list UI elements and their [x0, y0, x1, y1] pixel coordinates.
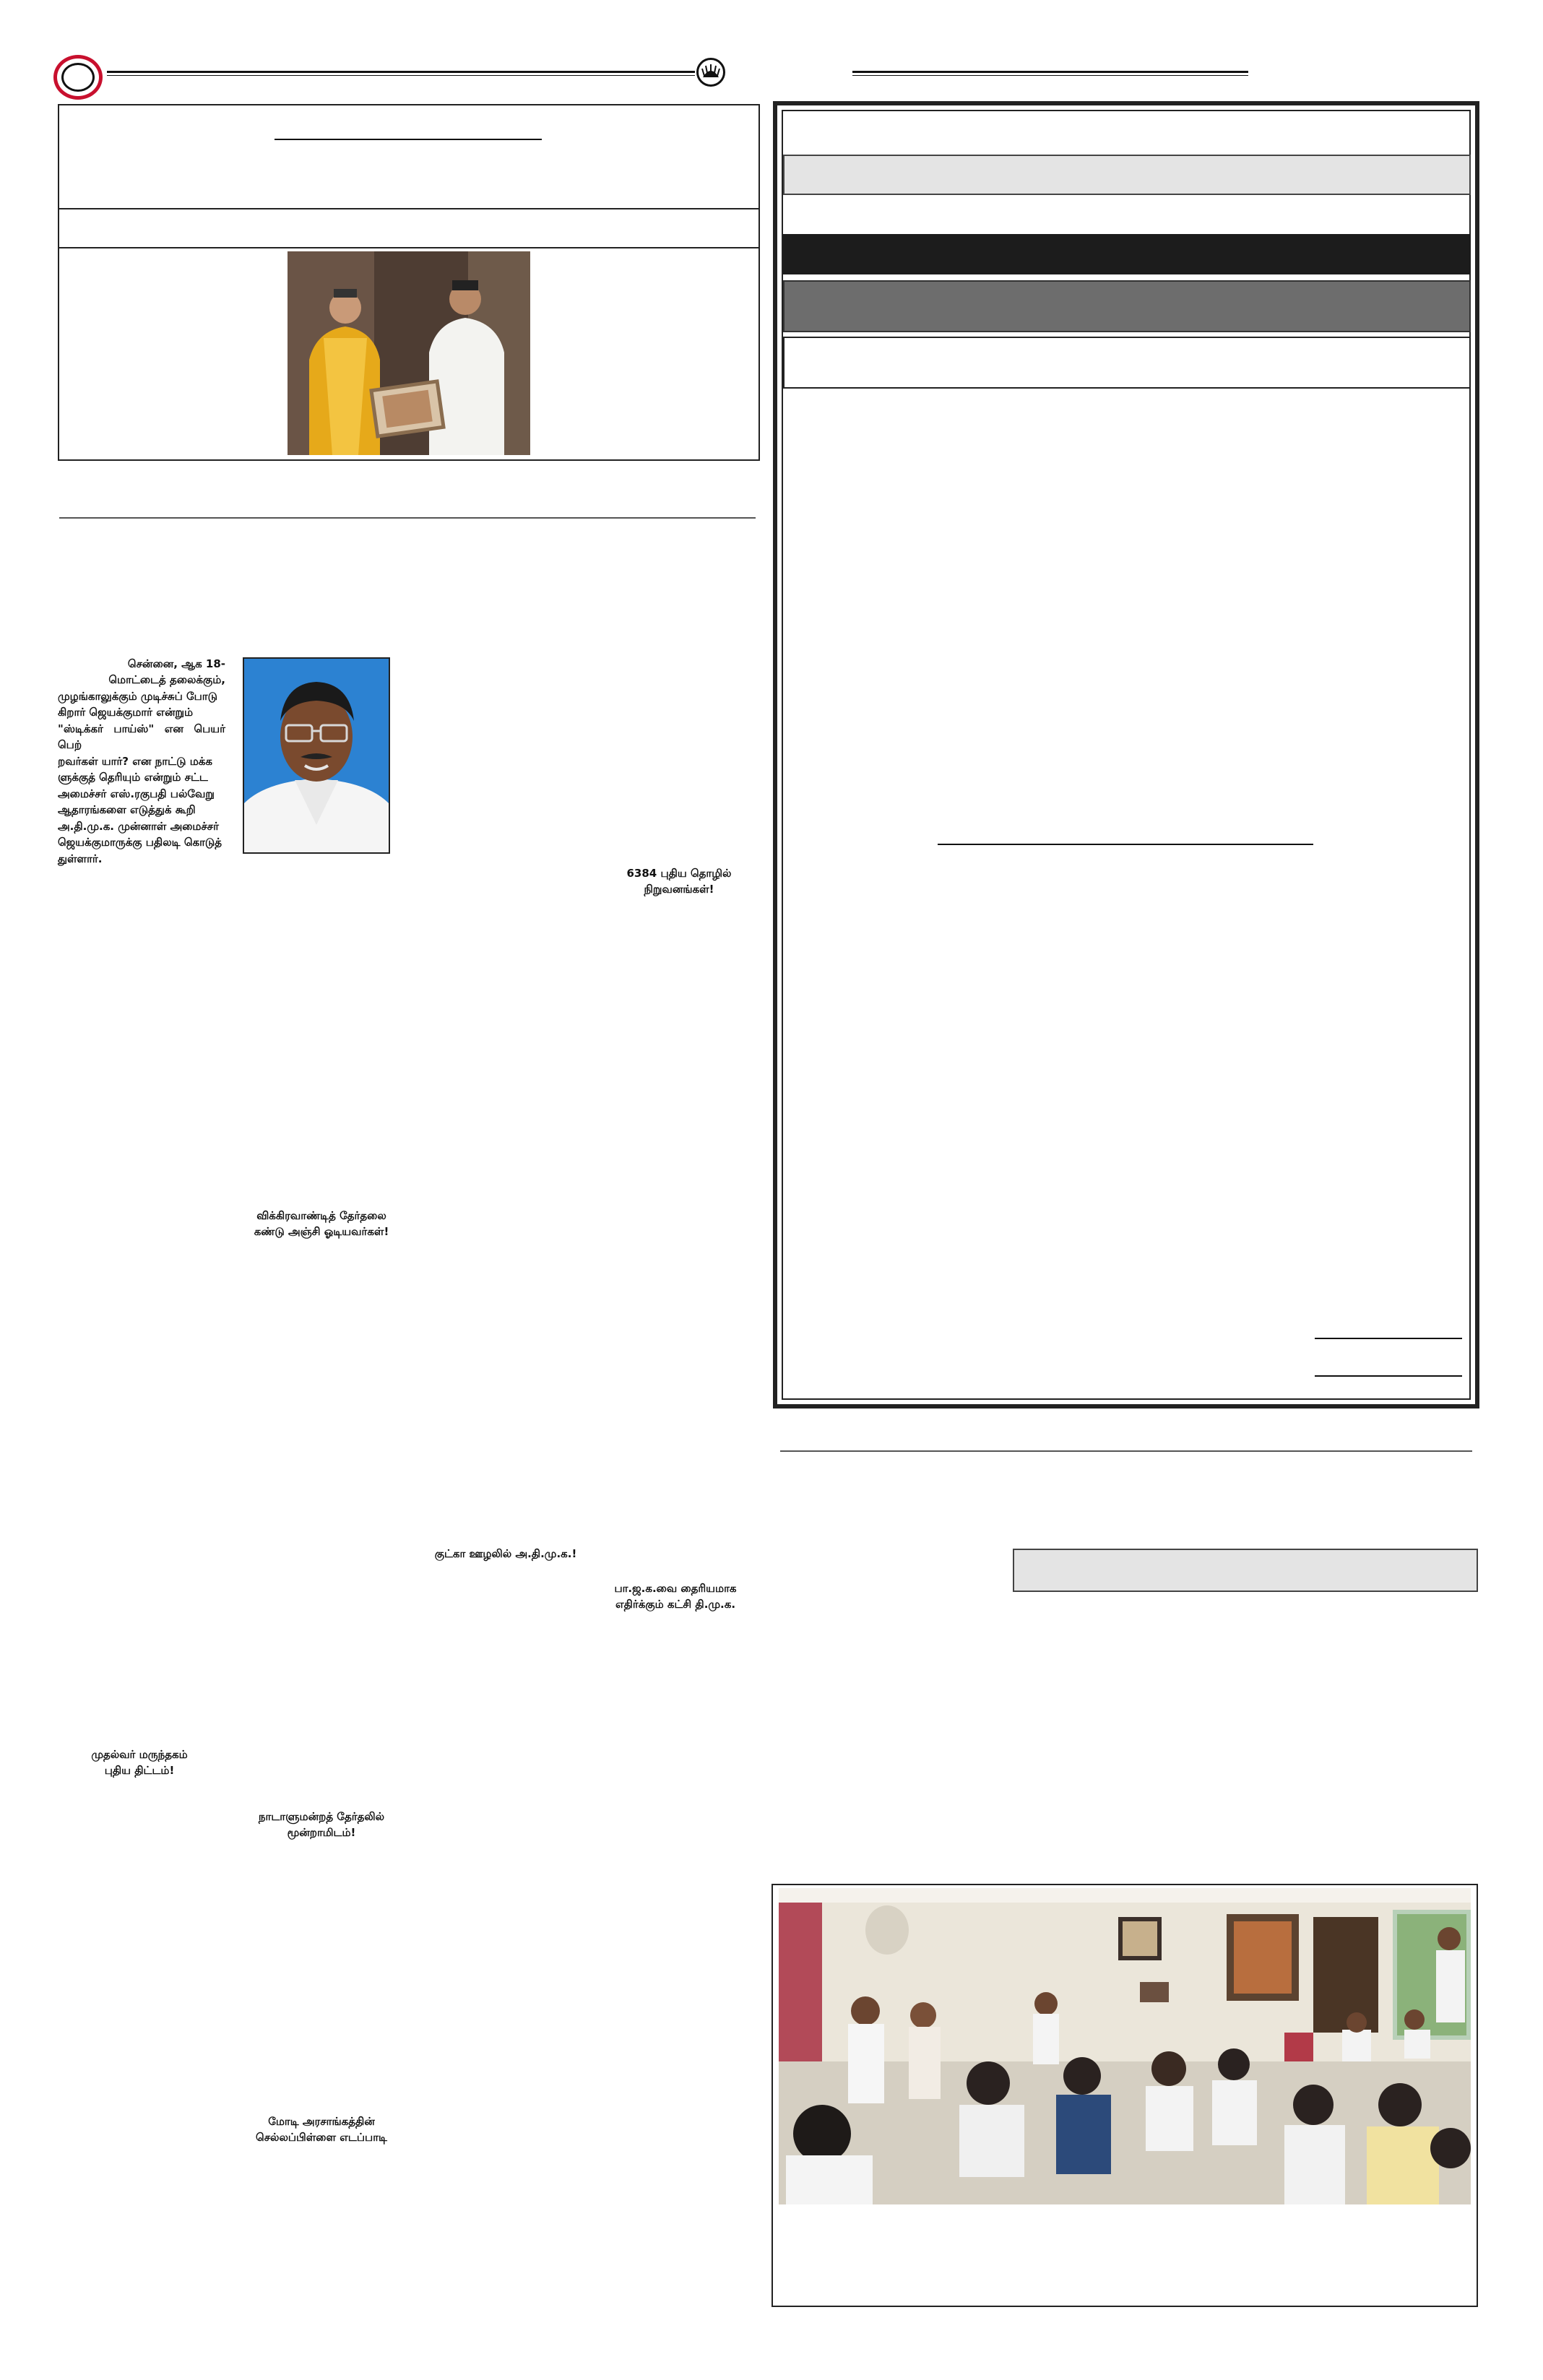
section-rule-left — [59, 517, 756, 519]
right-panel-signoff-rule-1 — [1315, 1338, 1462, 1339]
subhead-new-companies — [592, 865, 766, 897]
subhead-modi-govt — [231, 2113, 412, 2145]
top-story-divider-2 — [59, 247, 758, 248]
top-story-photo — [288, 251, 530, 455]
subhead-line: நிறுவனங்கள்! — [644, 883, 714, 896]
section-rule-right — [780, 1450, 1472, 1452]
subhead-bjp-dmk — [585, 1580, 766, 1612]
article-dateline — [58, 656, 225, 672]
article-line: "ஸ்டிக்கர் பாய்ஸ்" என பெயர் பெற் — [58, 722, 225, 751]
rising-sun-emblem-icon — [696, 58, 725, 87]
right-panel-bar-gray — [783, 155, 1471, 195]
subhead-gutka — [405, 1546, 607, 1562]
right-panel-bar-outline — [783, 337, 1471, 389]
article-line: ளுக்குத் தெரியும் என்றும் சட்ட — [58, 771, 208, 784]
meeting-photo — [779, 1888, 1471, 2204]
article-line: ஆதாரங்களை எடுத்துக் கூறி — [58, 803, 196, 816]
subhead-line: செல்லப்பிள்ளை எடப்பாடி — [256, 2131, 387, 2144]
subhead-line: விக்கிரவாண்டித் தேர்தலை — [256, 1209, 386, 1222]
subhead-line: கண்டு அஞ்சி ஓடியவர்கள்! — [254, 1225, 389, 1238]
right-panel-center-rule — [938, 844, 1313, 845]
subhead-line: குட்கா ஊழலில் அ.தி.மு.க.! — [434, 1547, 577, 1560]
subhead-vikravandi — [231, 1208, 412, 1239]
right-panel-signoff-rule-2 — [1315, 1375, 1462, 1377]
article-line: முழங்காலுக்கும் முடிச்சுப் போடு — [58, 689, 217, 703]
right-panel-bar-darkgray — [783, 280, 1471, 332]
article-dateline-text: சென்னை, ஆக 18- — [127, 657, 225, 670]
subhead-pharmacy — [64, 1747, 215, 1778]
article-line: அ.தி.மு.க. முன்னாள் அமைச்சர் — [58, 819, 219, 833]
subhead-line: முதல்வர் மருந்தகம் — [91, 1748, 188, 1761]
subhead-line: எதிர்க்கும் கட்சி தி.மு.க. — [615, 1598, 736, 1611]
subhead-line: மோடி அரசாங்கத்தின் — [268, 2115, 375, 2128]
article-line: அமைச்சர் எஸ்.ரகுபதி பல்வேறு — [58, 787, 215, 800]
article-line: துள்ளார். — [58, 852, 103, 865]
article-line: ஜெயக்குமாருக்கு பதிலடி கொடுத் — [58, 836, 222, 849]
article-line: கிறார் ஜெயக்குமார் என்றும் — [58, 706, 194, 719]
subhead-line: நாடாளுமன்றத் தேர்தலில் — [258, 1810, 385, 1823]
subhead-line: 6384 புதிய தொழில் — [626, 867, 732, 880]
article-line: மொட்டைத் தலைக்கும், — [108, 673, 225, 686]
masthead-rule-right — [852, 71, 1248, 73]
subhead-line: பா.ஜ.க.வை தைரியமாக — [614, 1582, 737, 1595]
masthead-rule-right-thin — [852, 75, 1248, 76]
masthead-rule — [107, 71, 695, 73]
masthead-rule-thin — [107, 75, 695, 76]
subhead-line: மூன்றாமிடம்! — [287, 1826, 356, 1839]
right-panel-bar-black — [783, 234, 1471, 274]
article-line: றவர்கள் யார்? என நாட்டு மக்க — [58, 754, 212, 768]
subhead-line: புதிய திட்டம்! — [104, 1764, 175, 1777]
top-story-divider-1 — [59, 208, 758, 209]
lower-right-headline-bar — [1013, 1549, 1478, 1592]
top-story-headline-rule — [275, 139, 542, 140]
portrait-photo — [243, 657, 390, 854]
article-lead-text — [58, 672, 225, 867]
subhead-parliament — [231, 1809, 412, 1840]
masthead-logo — [53, 55, 103, 100]
